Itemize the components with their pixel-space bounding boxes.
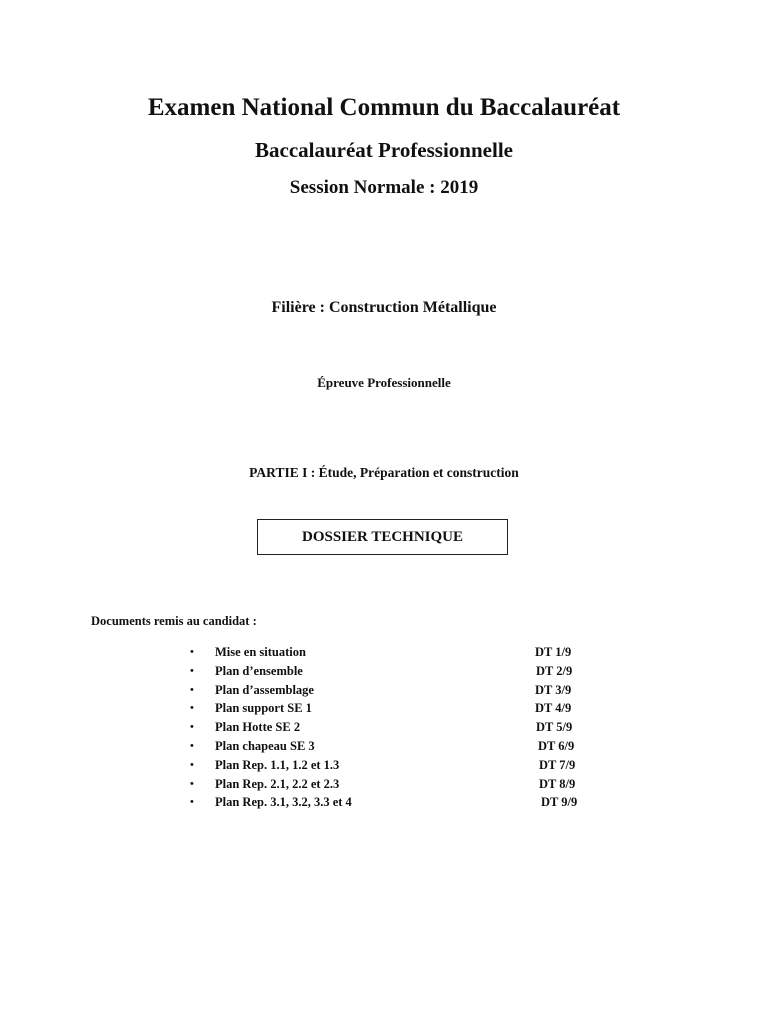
bullet-icon: •	[190, 683, 194, 696]
document-name: Plan support SE 1	[215, 701, 312, 716]
epreuve-label: Épreuve Professionnelle	[317, 375, 451, 390]
document-name: Plan Rep. 2.1, 2.2 et 2.3	[215, 776, 340, 791]
document-name: Plan Hotte SE 2	[215, 720, 301, 735]
document-name: Mise en situation	[215, 645, 306, 659]
bullet-icon: •	[190, 664, 194, 677]
bullet-icon: •	[190, 721, 194, 734]
session-label: Session Normale : 2019	[289, 177, 479, 198]
document-code: DT 2/9	[536, 663, 573, 678]
filiere-label: Filière : Construction Métallique	[271, 299, 497, 316]
bac-type-subtitle: Baccalauréat Professionnelle	[255, 138, 513, 162]
exam-title: Examen National Commun du Baccalauréat	[147, 94, 621, 121]
document-item	[0, 699, 768, 718]
document-item	[0, 793, 768, 812]
bullet-icon: •	[190, 702, 194, 715]
document-item	[0, 662, 768, 681]
document-code: DT 3/9	[535, 682, 572, 697]
document-name: Plan Rep. 1.1, 1.2 et 1.3	[215, 757, 340, 772]
dossier-technique-box	[257, 519, 508, 555]
bullet-icon: •	[190, 758, 194, 771]
documents-list	[0, 643, 768, 812]
document-code: DT 8/9	[539, 776, 576, 791]
document-code: DT 6/9	[538, 738, 575, 753]
document-name: Plan chapeau SE 3	[215, 738, 315, 753]
dossier-technique-label: DOSSIER TECHNIQUE	[301, 528, 464, 545]
document-code: DT 4/9	[535, 701, 572, 716]
bullet-icon: •	[190, 739, 194, 752]
document-code: DT 9/9	[541, 795, 578, 810]
document-code: DT 7/9	[539, 757, 576, 772]
bullet-icon: •	[190, 796, 194, 809]
document-item	[0, 737, 768, 756]
document-name: Plan d’ensemble	[215, 663, 303, 678]
document-item	[0, 756, 768, 775]
document-code: DT 1/9	[535, 645, 572, 659]
document-item	[0, 775, 768, 794]
document-item	[0, 681, 768, 700]
document-name: Plan d’assemblage	[215, 682, 314, 697]
document-item	[0, 718, 768, 737]
document-code: DT 5/9	[536, 720, 573, 735]
bullet-icon: •	[190, 646, 194, 658]
documents-heading: Documents remis au candidat :	[91, 614, 257, 628]
document-name: Plan Rep. 3.1, 3.2, 3.3 et 4	[215, 795, 352, 810]
bullet-icon: •	[190, 777, 194, 790]
document-item	[0, 643, 768, 662]
partie-label: PARTIE I : Étude, Préparation et construction	[249, 465, 519, 480]
